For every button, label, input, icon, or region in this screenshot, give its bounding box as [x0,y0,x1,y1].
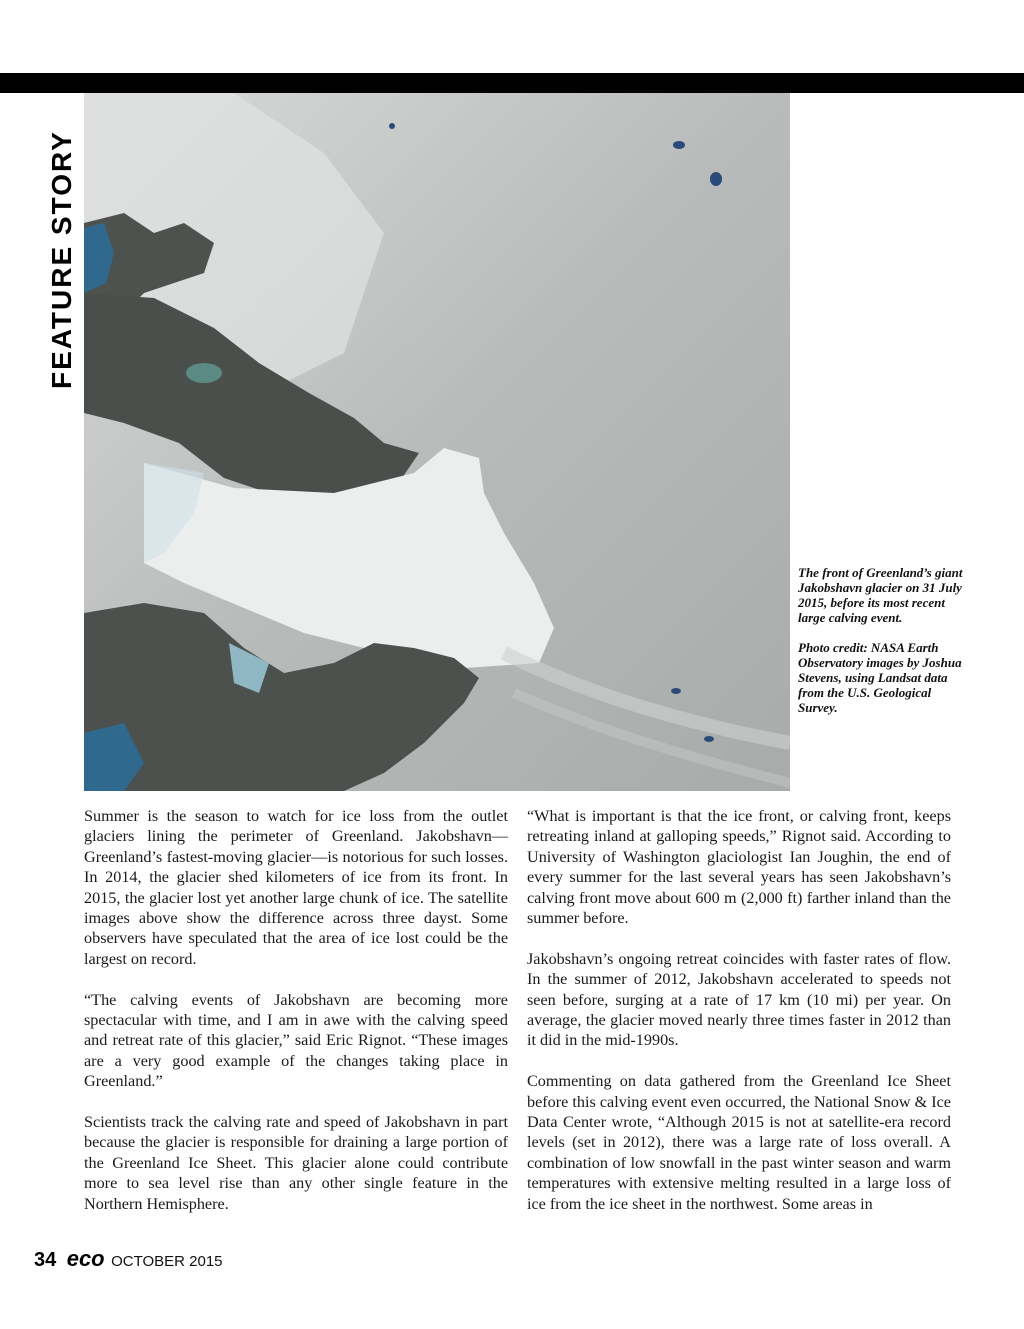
issue-date: OCTOBER 2015 [111,1253,223,1270]
paragraph: Summer is the season to watch for ice loss from the outlet glaciers lining the perimeter of Greenland. Jakobshavn—Greenland’s fastest-moving glacier—is notorious for such losses. In 2014, the glacier shed kilometers of ice from its front. In 2015, the glacier lost yet another large chunk of ice. The satellite images above show the difference across three dayst. Some observers have speculated that the area of ice lost could be the largest on record. [84,807,508,968]
article-right-column [527,806,951,1234]
paragraph: “The calving events of Jakobshavn are becoming more spectacular with time, and I am in awe with the calving speed and retreat rate of this glacier,” said Eric Rignot. “These images are a very good example of the changes taking place in Greenland.” [84,990,508,1091]
melt-pond [704,736,714,742]
paragraph: Jakobshavn’s ongoing retreat coincides with faster rates of flow. In the summer of 2012, Jakobshavn accelerated to speeds not seen before, surging at a rate of 17 km (10 mi) per year. On average, the glacier moved nearly three times faster in 2012 than it did in the mid-1990s. [527,949,951,1050]
glacier-satellite-photo [84,93,790,791]
photo-caption [798,565,968,730]
section-label: FEATURE STORY [46,130,77,389]
glacier-image [84,93,790,791]
magazine-name: eco [66,1246,105,1271]
page-number: 34 [34,1249,57,1271]
page-footer [34,1246,223,1272]
melt-pond [710,172,722,186]
melt-pond [673,141,685,149]
article-left-column [84,806,508,1234]
melt-pond [389,123,395,129]
melt-lake [186,363,222,383]
melt-pond [671,688,681,694]
paragraph: “What is important is that the ice front, or calving front, keeps retreating inland at galloping speeds,” Rignot said. According to University of Washington glaciologist Ian Joughin, the end of every summer for the last several years has seen Jakobshavn’s calving front move about 600 m (2,000 ft) farther inland than the summer before. [527,807,951,928]
caption-description: The front of Greenland’s giant Jakobshavn glacier on 31 July 2015, before its most recent large calving event. [798,565,963,625]
paragraph: Commenting on data gathered from the Greenland Ice Sheet before this calving event even occurred, the National Snow & Ice Data Center wrote, “Although 2015 is not at satellite-era record levels (set in 2012), there was a large rate of loss overall. A combination of low snowfall in the past winter season and warm temperatures with extensive melting resulted in a large loss of ice from the ice sheet in the northwest. Some areas in [527,1072,951,1213]
paragraph: Scientists track the calving rate and speed of Jakobshavn in part because the glacier is responsible for draining a large portion of the Greenland Ice Sheet. This glacier alone could contribute more to sea level rise than any other single feature in the Northern Hemisphere. [84,1113,508,1213]
caption-credit: Photo credit: NASA Earth Observatory images by Joshua Stevens, using Landsat data from the U.S. Geological Survey. [798,640,962,715]
top-black-bar [0,73,1024,93]
